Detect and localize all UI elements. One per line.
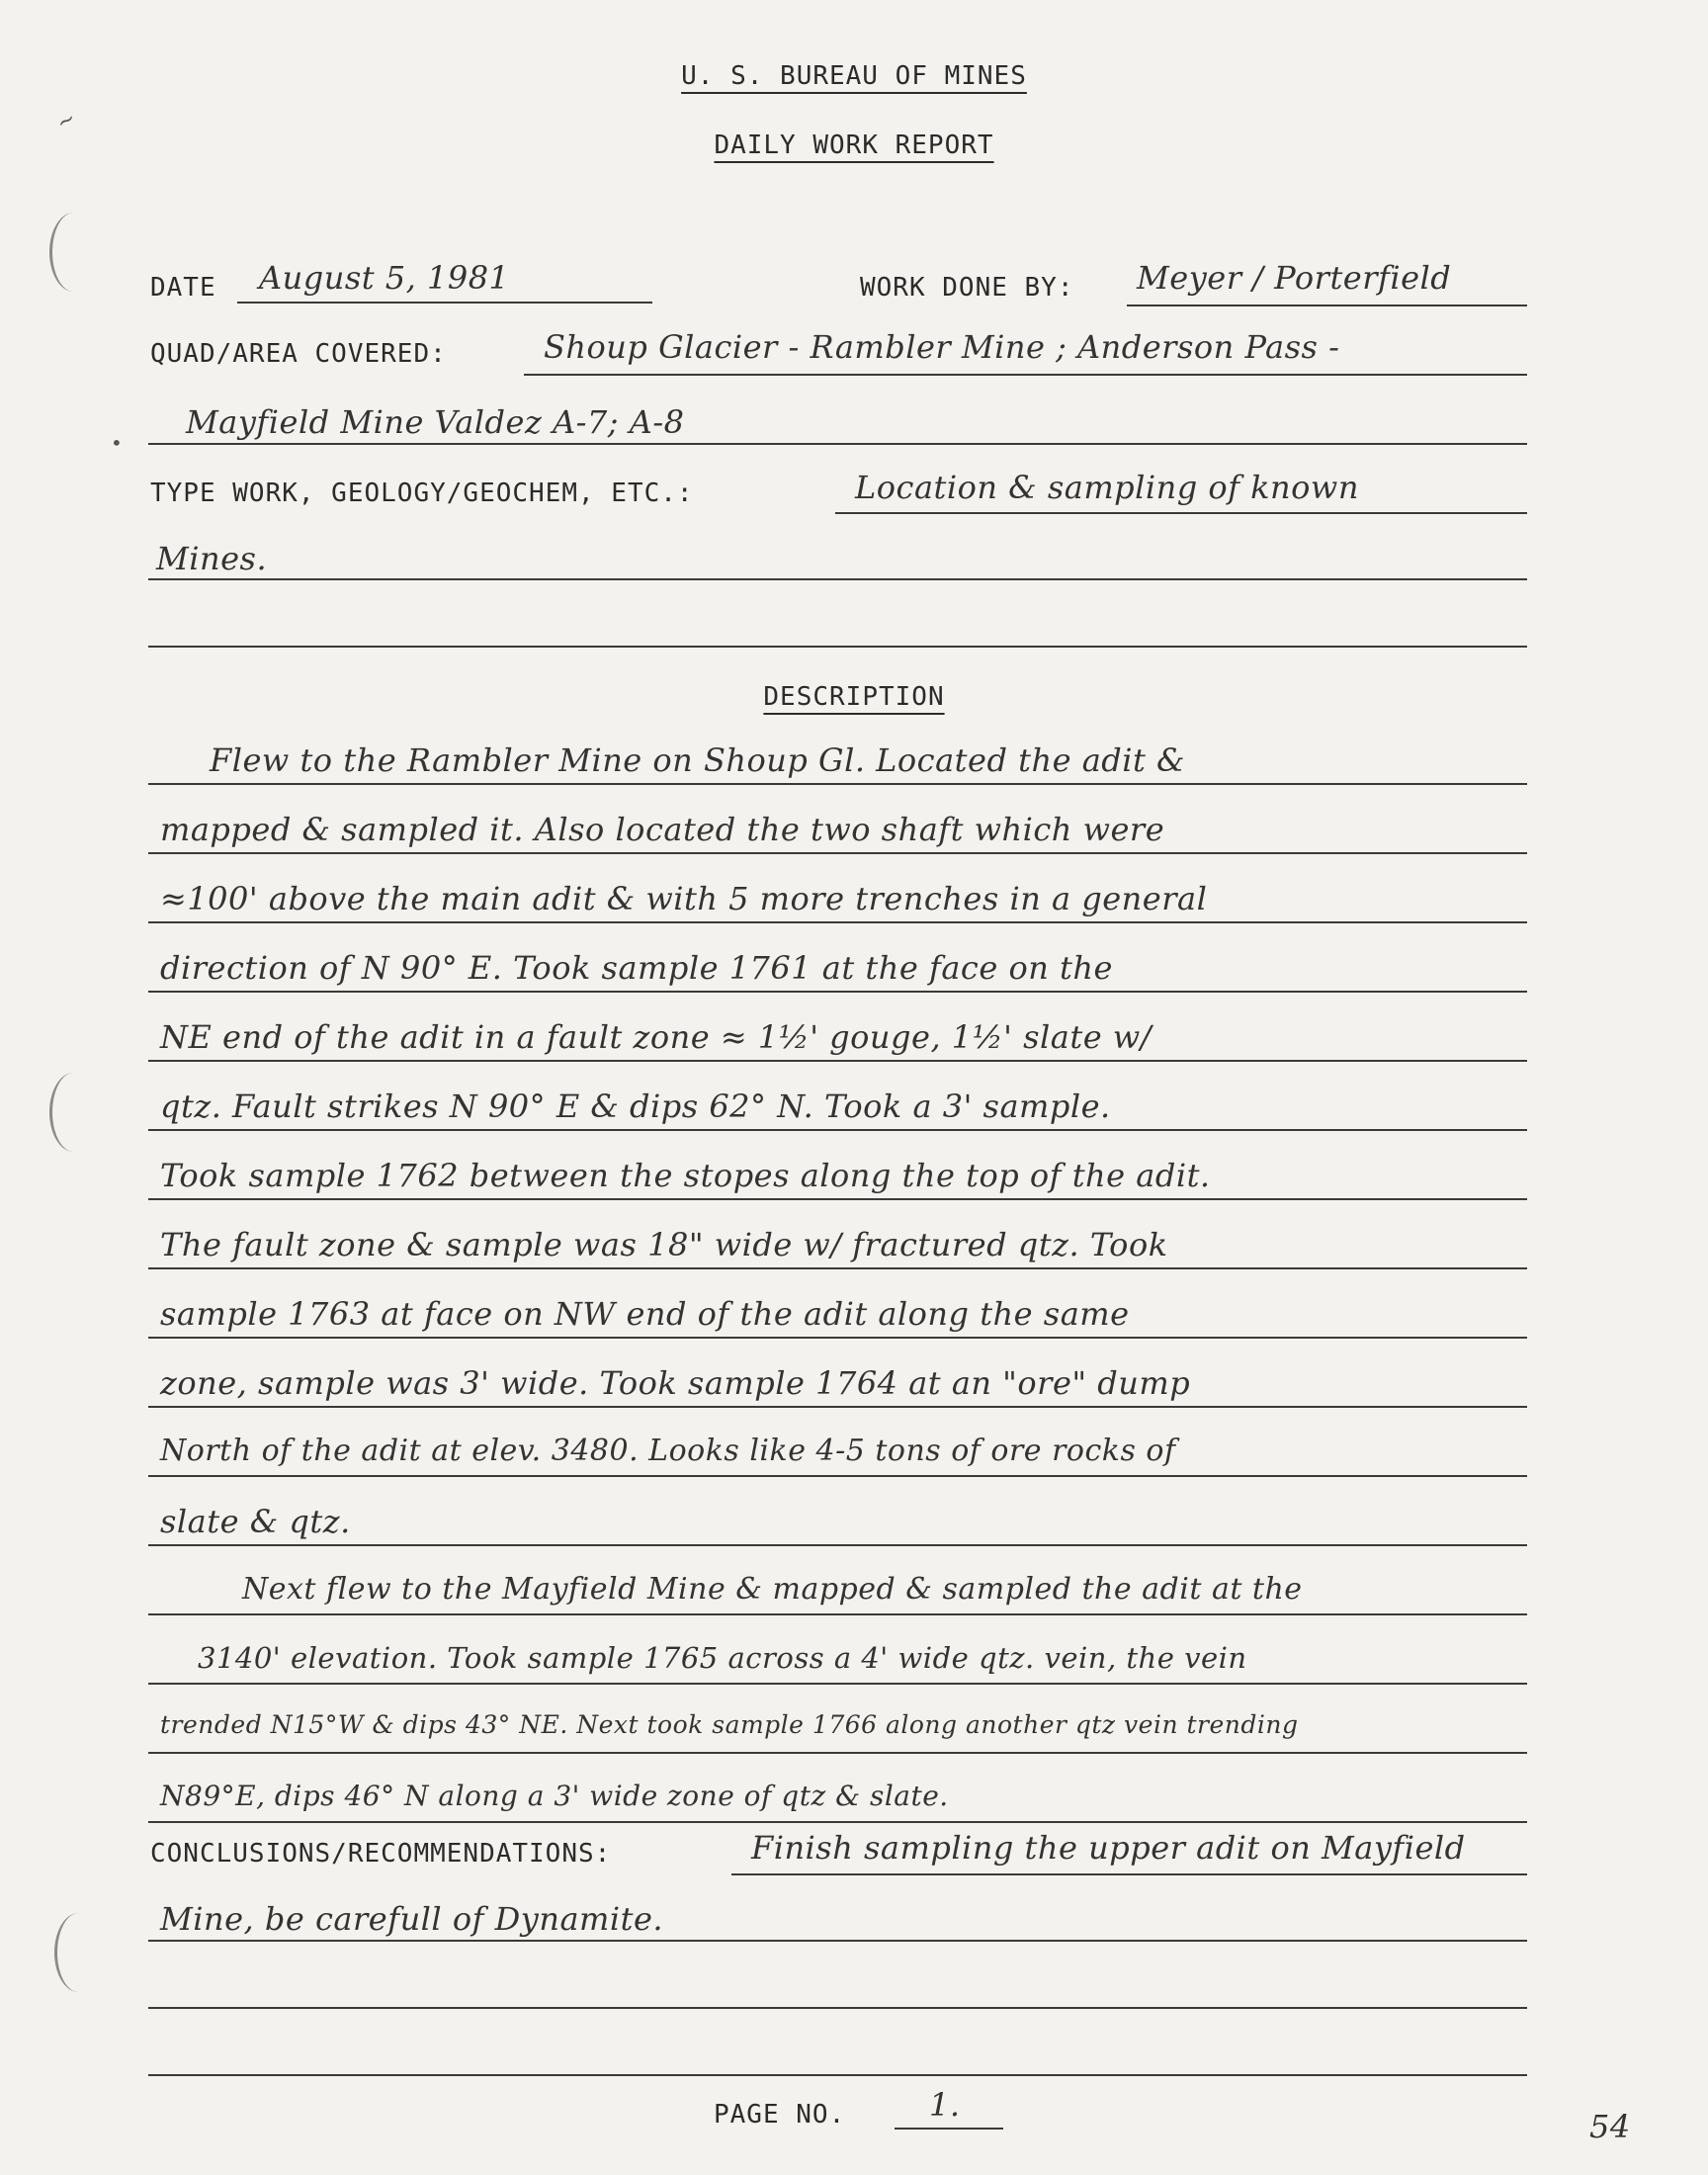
description-line: sample 1763 at face on NW end of the adit along the same xyxy=(160,1295,1130,1333)
quad-area-rule-1 xyxy=(524,374,1527,376)
conclusions-rule-4 xyxy=(148,2074,1527,2076)
punch-hole-top xyxy=(49,213,98,292)
date-value: August 5, 1981 xyxy=(259,259,510,297)
description-line: The fault zone & sample was 18" wide w/ fractured qtz. Took xyxy=(160,1226,1168,1263)
description-rule xyxy=(148,1683,1527,1685)
quad-area-rule-2 xyxy=(148,443,1527,445)
description-line: 3140' elevation. Took sample 1765 across a 4' wide qtz. vein, the vein xyxy=(198,1641,1247,1675)
page-number-value: 1. xyxy=(929,2086,961,2124)
date-label: DATE xyxy=(150,273,216,303)
description-rule xyxy=(148,1337,1527,1339)
type-work-rule-3 xyxy=(148,646,1527,648)
type-work-value-line1: Location & sampling of known xyxy=(855,469,1359,506)
conclusions-value-line2: Mine, be carefull of Dynamite. xyxy=(160,1900,664,1938)
page-number-rule xyxy=(895,2128,1003,2130)
description-line: slate & qtz. xyxy=(160,1503,351,1540)
quad-area-value-line1: Shoup Glacier - Rambler Mine ; Anderson Pass - xyxy=(544,328,1340,366)
description-line: Took sample 1762 between the stopes along the top of the adit. xyxy=(160,1157,1211,1194)
description-line: trended N15°W & dips 43° NE. Next took sample 1766 along another qtz vein trending xyxy=(160,1710,1299,1739)
stray-dot: • xyxy=(111,431,123,455)
description-line: qtz. Fault strikes N 90° E & dips 62° N. Took a 3' sample. xyxy=(160,1088,1111,1125)
date-rule xyxy=(237,302,652,304)
description-rule xyxy=(148,1060,1527,1062)
description-rule xyxy=(148,991,1527,993)
punch-hole-bottom xyxy=(54,1913,103,1992)
description-rule xyxy=(148,1129,1527,1131)
agency-title: U. S. BUREAU OF MINES xyxy=(681,61,1027,91)
description-line: Flew to the Rambler Mine on Shoup Gl. Located the adit & xyxy=(210,741,1186,779)
type-work-rule-2 xyxy=(148,578,1527,580)
description-rule xyxy=(148,852,1527,854)
description-rule xyxy=(148,1544,1527,1546)
description-line: North of the adit at elev. 3480. Looks like 4-5 tons of ore rocks of xyxy=(160,1434,1176,1468)
description-line: Next flew to the Mayfield Mine & mapped & sampled the adit at the xyxy=(242,1572,1303,1607)
stray-pen-mark: ~ xyxy=(51,106,81,136)
description-heading: DESCRIPTION xyxy=(763,682,945,712)
conclusions-label: CONCLUSIONS/RECOMMENDATIONS: xyxy=(150,1839,612,1869)
description-rule xyxy=(148,1821,1527,1823)
sheet-number: 54 xyxy=(1589,2108,1631,2145)
description-line: N89°E, dips 46° N along a 3' wide zone of qtz & slate. xyxy=(160,1780,949,1812)
description-line: zone, sample was 3' wide. Took sample 1764 at an "ore" dump xyxy=(160,1364,1191,1402)
work-done-by-label: WORK DONE BY: xyxy=(860,273,1074,303)
description-rule xyxy=(148,1752,1527,1754)
work-done-by-value: Meyer / Porterfield xyxy=(1137,259,1452,297)
description-rule xyxy=(148,1267,1527,1269)
punch-hole-middle xyxy=(49,1073,98,1152)
quad-area-value-line2: Mayfield Mine Valdez A-7; A-8 xyxy=(186,403,685,441)
conclusions-rule-2 xyxy=(148,1940,1527,1942)
description-rule xyxy=(148,1406,1527,1408)
quad-area-label: QUAD/AREA COVERED: xyxy=(150,339,447,369)
description-line: ≈100' above the main adit & with 5 more trenches in a general xyxy=(160,880,1208,917)
conclusions-rule-1 xyxy=(731,1873,1527,1875)
description-rule xyxy=(148,783,1527,785)
conclusions-rule-3 xyxy=(148,2007,1527,2009)
type-work-value-line2: Mines. xyxy=(156,540,268,577)
description-rule xyxy=(148,1198,1527,1200)
description-rule xyxy=(148,921,1527,923)
conclusions-value-line1: Finish sampling the upper adit on Mayfield xyxy=(751,1829,1466,1867)
description-line: NE end of the adit in a fault zone ≈ 1½' gouge, 1½' slate w/ xyxy=(160,1018,1152,1056)
page-number-label: PAGE NO. xyxy=(714,2100,846,2130)
report-title: DAILY WORK REPORT xyxy=(714,130,994,160)
description-line: mapped & sampled it. Also located the two shaft which were xyxy=(160,811,1165,848)
type-work-rule-1 xyxy=(835,512,1527,514)
description-line: direction of N 90° E. Took sample 1761 at the face on the xyxy=(160,949,1113,987)
description-rule xyxy=(148,1613,1527,1615)
work-done-by-rule xyxy=(1127,304,1527,306)
type-work-label: TYPE WORK, GEOLOGY/GEOCHEM, ETC.: xyxy=(150,478,694,508)
description-rule xyxy=(148,1475,1527,1477)
